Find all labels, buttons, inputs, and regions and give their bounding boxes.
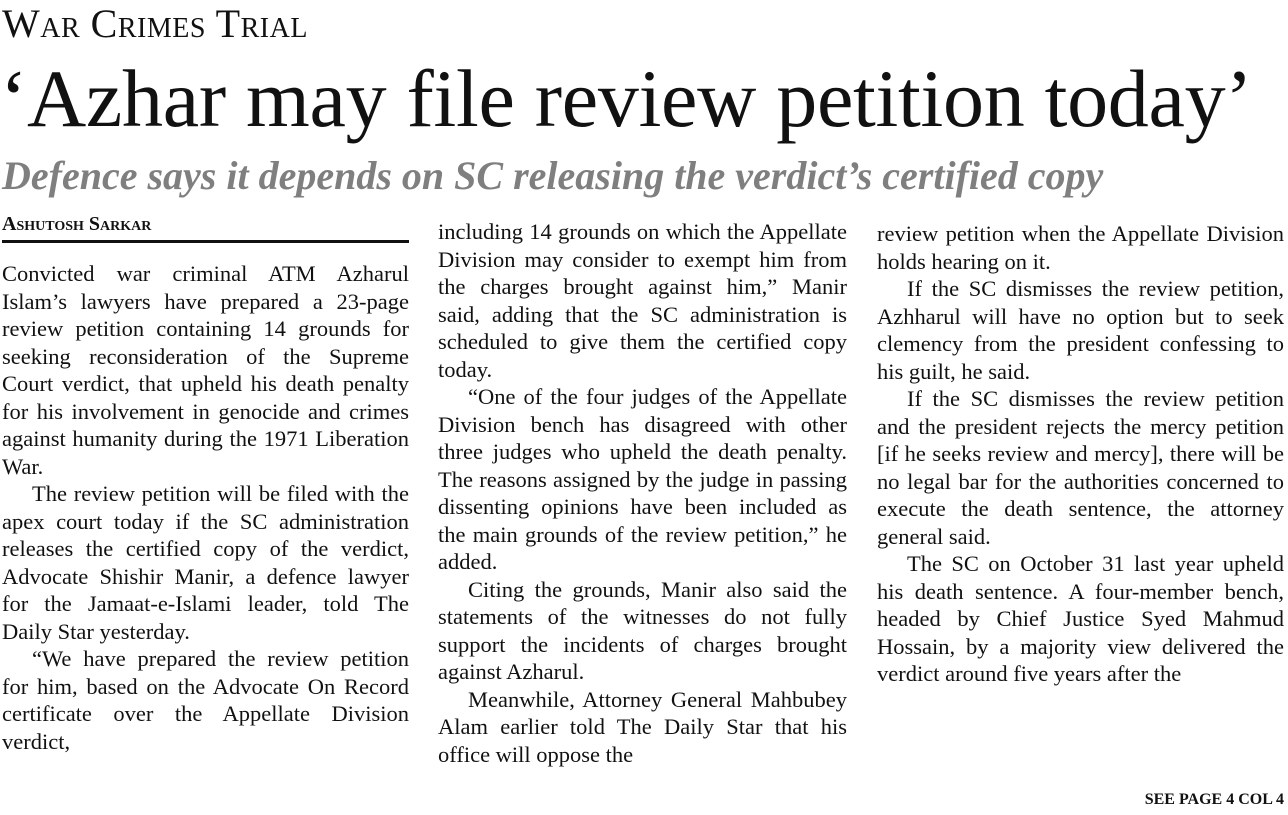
paragraph: “We have prepared the review petition for him, based on the Advocate On Record certificate over the Appellate Division verdict, bbox=[2, 646, 409, 754]
paragraph: “One of the four judges of the Appellate Division bench has disagreed with other three judges who upheld the death penalty. The reasons assigned by the judge in passing dissenting opinions have been included as the main grounds of the review petition,” he added. bbox=[438, 384, 847, 574]
paragraph: Citing the grounds, Manir also said the statements of the witnesses do not fully support the incidents of charges brought against Azharul. bbox=[438, 576, 847, 684]
headline: ‘Azhar may file review petition today’ bbox=[0, 53, 1253, 144]
paragraph: If the SC dismisses the review petition, Azhharul will have no option but to seek clemency from the president confessing to his guilt, he said. bbox=[877, 276, 1284, 384]
article-column-2 bbox=[438, 218, 847, 768]
byline: Ashutosh Sarkar bbox=[2, 214, 409, 243]
continuation-jump-line: SEE PAGE 4 COL 4 bbox=[1144, 791, 1284, 808]
article-column-3 bbox=[877, 220, 1284, 688]
paragraph: If the SC dismisses the review petition and the president rejects the mercy petition [if he seeks review and mercy], there will be no legal bar for the authorities concerned to execute the death sentence, the attorney general said. bbox=[877, 386, 1284, 549]
section-kicker: War Crimes Trial bbox=[2, 1, 308, 46]
paragraph: including 14 grounds on which the Appellate Division may consider to exempt him from the charges brought against him,” Manir said, adding that the SC administration is scheduled to give them the certified copy today. bbox=[438, 219, 847, 382]
paragraph: review petition when the Appellate Division holds hearing on it. bbox=[877, 221, 1284, 274]
paragraph: Convicted war criminal ATM Azharul Islam’s lawyers have prepared a 23-page review petition containing 14 grounds for seeking reconsideration of the Supreme Court verdict, that upheld his death penalty for his involvement in genocide and crimes against humanity during the 1971 Liberation War. bbox=[2, 261, 409, 479]
article-column-1 bbox=[2, 260, 409, 755]
paragraph: The review petition will be filed with the apex court today if the SC administration releases the certified copy of the verdict, Advocate Shishir Manir, a defence lawyer for the Jamaat-e-Islami leader, told The Daily Star yesterday. bbox=[2, 481, 409, 644]
paragraph: The SC on October 31 last year upheld his death sentence. A four-member bench, headed by Chief Justice Syed Mahmud Hossain, by a majority view delivered the verdict around five years after the bbox=[877, 551, 1284, 686]
paragraph: Meanwhile, Attorney General Mahbubey Alam earlier told The Daily Star that his office will oppose the bbox=[438, 686, 847, 767]
deck-subheadline: Defence says it depends on SC releasing the verdict’s certified copy bbox=[2, 153, 1104, 198]
